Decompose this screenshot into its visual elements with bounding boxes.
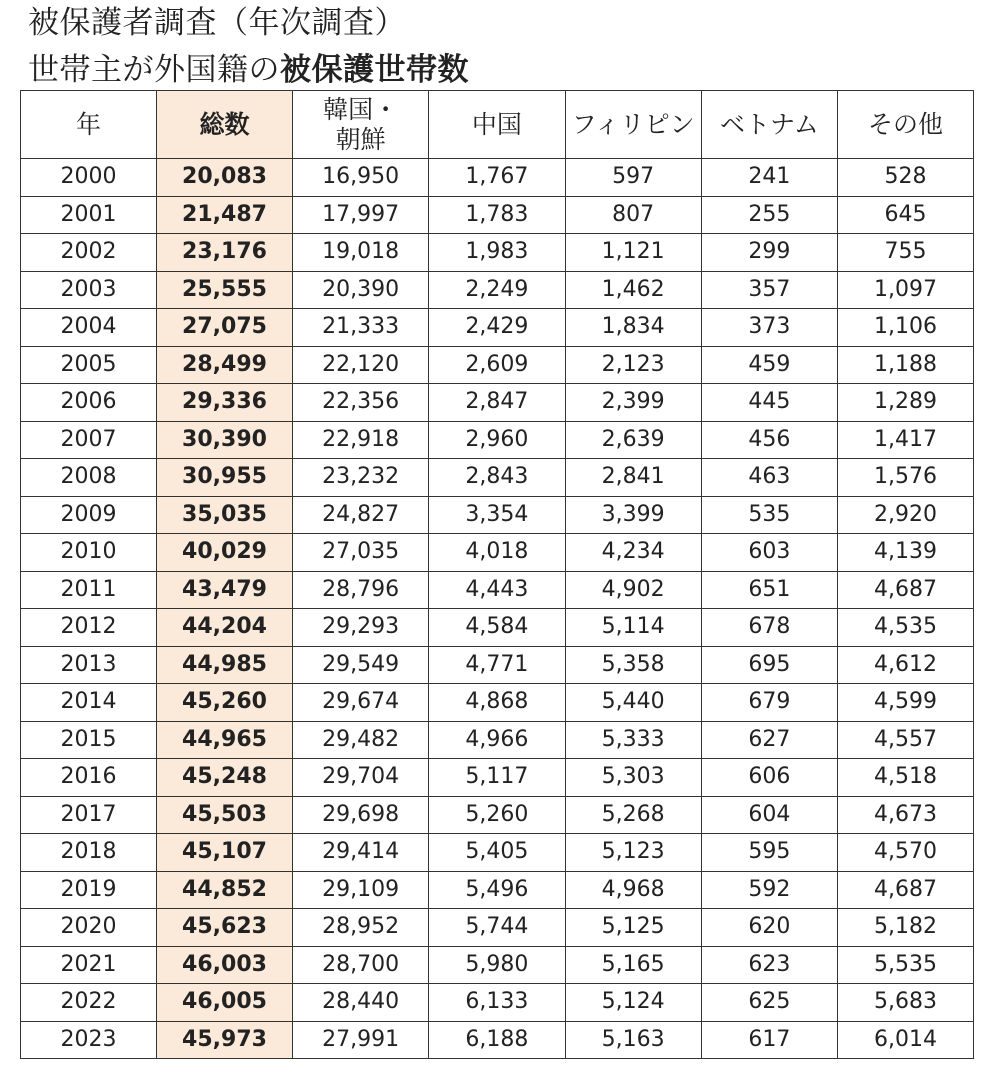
cell-philippines: 5,163: [565, 1021, 701, 1059]
title-line-2-normal: 世帯主が外国籍の: [28, 52, 280, 88]
cell-philippines: 5,358: [565, 646, 701, 684]
header-korea-line2: 朝鮮: [335, 124, 386, 154]
cell-vietnam: 625: [701, 984, 837, 1022]
table-row: [21, 196, 974, 234]
cell-korea: 22,918: [293, 421, 429, 459]
cell-philippines: 1,834: [565, 309, 701, 347]
cell-total: 44,852: [157, 871, 293, 909]
cell-other: 4,570: [838, 834, 974, 872]
cell-vietnam: 606: [701, 759, 837, 797]
cell-year: 2020: [21, 909, 157, 947]
cell-total: 45,623: [157, 909, 293, 947]
cell-total: 46,005: [157, 984, 293, 1022]
table-row: [21, 159, 974, 197]
table-row: [21, 346, 974, 384]
cell-vietnam: 623: [701, 946, 837, 984]
cell-year: 2004: [21, 309, 157, 347]
cell-other: 645: [838, 196, 974, 234]
cell-philippines: 1,121: [565, 234, 701, 272]
table-row: [21, 646, 974, 684]
cell-other: 5,683: [838, 984, 974, 1022]
cell-china: 5,744: [429, 909, 565, 947]
cell-vietnam: 617: [701, 1021, 837, 1059]
table-row: [21, 421, 974, 459]
cell-china: 2,847: [429, 384, 565, 422]
cell-other: 528: [838, 159, 974, 197]
cell-china: 6,133: [429, 984, 565, 1022]
cell-total: 46,003: [157, 946, 293, 984]
table-row: [21, 384, 974, 422]
table-row: [21, 984, 974, 1022]
cell-korea: 27,991: [293, 1021, 429, 1059]
cell-vietnam: 678: [701, 609, 837, 647]
cell-korea: 19,018: [293, 234, 429, 272]
cell-other: 6,014: [838, 1021, 974, 1059]
cell-other: 1,188: [838, 346, 974, 384]
cell-year: 2002: [21, 234, 157, 272]
cell-other: 4,687: [838, 871, 974, 909]
cell-vietnam: 459: [701, 346, 837, 384]
cell-total: 30,955: [157, 459, 293, 497]
table-row: [21, 946, 974, 984]
cell-vietnam: 603: [701, 534, 837, 572]
cell-vietnam: 373: [701, 309, 837, 347]
table-row: [21, 496, 974, 534]
cell-china: 2,609: [429, 346, 565, 384]
cell-total: 45,503: [157, 796, 293, 834]
cell-year: 2009: [21, 496, 157, 534]
cell-vietnam: 241: [701, 159, 837, 197]
cell-philippines: 5,123: [565, 834, 701, 872]
cell-china: 4,771: [429, 646, 565, 684]
cell-year: 2017: [21, 796, 157, 834]
cell-philippines: 2,399: [565, 384, 701, 422]
cell-year: 2016: [21, 759, 157, 797]
cell-china: 4,443: [429, 571, 565, 609]
title-line-1: 被保護者調査（年次調査）: [28, 5, 406, 41]
cell-other: 4,518: [838, 759, 974, 797]
header-vietnam: ベトナム: [701, 91, 837, 159]
cell-korea: 28,796: [293, 571, 429, 609]
cell-korea: 24,827: [293, 496, 429, 534]
header-korea-line1: 韓国・: [323, 94, 399, 124]
cell-other: 4,599: [838, 684, 974, 722]
cell-philippines: 4,234: [565, 534, 701, 572]
cell-vietnam: 695: [701, 646, 837, 684]
title-line-2-bold: 被保護世帯数: [280, 52, 469, 88]
cell-philippines: 5,440: [565, 684, 701, 722]
cell-total: 44,985: [157, 646, 293, 684]
table-row: [21, 1021, 974, 1059]
table-row: [21, 834, 974, 872]
cell-other: 1,289: [838, 384, 974, 422]
cell-other: 1,576: [838, 459, 974, 497]
cell-china: 2,960: [429, 421, 565, 459]
cell-china: 5,496: [429, 871, 565, 909]
cell-total: 43,479: [157, 571, 293, 609]
cell-other: 5,182: [838, 909, 974, 947]
cell-total: 45,260: [157, 684, 293, 722]
table-row: [21, 609, 974, 647]
cell-china: 6,188: [429, 1021, 565, 1059]
cell-year: 2010: [21, 534, 157, 572]
cell-korea: 21,333: [293, 309, 429, 347]
cell-year: 2018: [21, 834, 157, 872]
cell-total: 21,487: [157, 196, 293, 234]
cell-korea: 29,414: [293, 834, 429, 872]
cell-korea: 29,674: [293, 684, 429, 722]
cell-korea: 20,390: [293, 271, 429, 309]
cell-year: 2007: [21, 421, 157, 459]
cell-year: 2008: [21, 459, 157, 497]
cell-vietnam: 445: [701, 384, 837, 422]
cell-china: 4,868: [429, 684, 565, 722]
cell-vietnam: 604: [701, 796, 837, 834]
table-row: [21, 759, 974, 797]
cell-china: 1,783: [429, 196, 565, 234]
cell-total: 29,336: [157, 384, 293, 422]
cell-vietnam: 299: [701, 234, 837, 272]
cell-china: 5,117: [429, 759, 565, 797]
cell-total: 27,075: [157, 309, 293, 347]
cell-china: 1,767: [429, 159, 565, 197]
cell-china: 4,018: [429, 534, 565, 572]
header-year: 年: [21, 91, 157, 159]
cell-total: 45,973: [157, 1021, 293, 1059]
cell-other: 2,920: [838, 496, 974, 534]
table-row: [21, 909, 974, 947]
cell-vietnam: 627: [701, 721, 837, 759]
cell-china: 5,405: [429, 834, 565, 872]
cell-year: 2006: [21, 384, 157, 422]
cell-china: 2,249: [429, 271, 565, 309]
cell-year: 2001: [21, 196, 157, 234]
cell-vietnam: 651: [701, 571, 837, 609]
cell-philippines: 5,124: [565, 984, 701, 1022]
cell-philippines: 3,399: [565, 496, 701, 534]
cell-china: 4,966: [429, 721, 565, 759]
cell-year: 2014: [21, 684, 157, 722]
cell-year: 2011: [21, 571, 157, 609]
cell-philippines: 2,123: [565, 346, 701, 384]
cell-china: 5,980: [429, 946, 565, 984]
cell-korea: 28,700: [293, 946, 429, 984]
cell-china: 2,843: [429, 459, 565, 497]
table-row: [21, 459, 974, 497]
table-row: [21, 534, 974, 572]
cell-total: 45,248: [157, 759, 293, 797]
cell-year: 2013: [21, 646, 157, 684]
cell-china: 4,584: [429, 609, 565, 647]
cell-philippines: 5,125: [565, 909, 701, 947]
cell-korea: 29,293: [293, 609, 429, 647]
cell-philippines: 807: [565, 196, 701, 234]
cell-korea: 23,232: [293, 459, 429, 497]
table-row: [21, 571, 974, 609]
cell-korea: 29,698: [293, 796, 429, 834]
table-row: [21, 684, 974, 722]
cell-other: 4,687: [838, 571, 974, 609]
cell-china: 3,354: [429, 496, 565, 534]
table-row: [21, 271, 974, 309]
cell-china: 1,983: [429, 234, 565, 272]
cell-other: 1,097: [838, 271, 974, 309]
cell-korea: 16,950: [293, 159, 429, 197]
cell-year: 2015: [21, 721, 157, 759]
cell-total: 30,390: [157, 421, 293, 459]
cell-vietnam: 456: [701, 421, 837, 459]
cell-korea: 29,482: [293, 721, 429, 759]
cell-philippines: 597: [565, 159, 701, 197]
table-row: [21, 309, 974, 347]
cell-vietnam: 595: [701, 834, 837, 872]
cell-philippines: 5,165: [565, 946, 701, 984]
cell-year: 2012: [21, 609, 157, 647]
cell-total: 28,499: [157, 346, 293, 384]
header-korea: [293, 91, 429, 159]
cell-korea: 29,109: [293, 871, 429, 909]
cell-china: 5,260: [429, 796, 565, 834]
cell-total: 35,035: [157, 496, 293, 534]
cell-philippines: 5,303: [565, 759, 701, 797]
cell-korea: 22,356: [293, 384, 429, 422]
cell-korea: 27,035: [293, 534, 429, 572]
cell-total: 44,204: [157, 609, 293, 647]
table-row: [21, 796, 974, 834]
cell-other: 4,139: [838, 534, 974, 572]
cell-vietnam: 592: [701, 871, 837, 909]
cell-philippines: 2,639: [565, 421, 701, 459]
cell-vietnam: 463: [701, 459, 837, 497]
cell-total: 40,029: [157, 534, 293, 572]
header-philippines: フィリピン: [565, 91, 701, 159]
cell-china: 2,429: [429, 309, 565, 347]
cell-korea: 17,997: [293, 196, 429, 234]
cell-vietnam: 535: [701, 496, 837, 534]
cell-korea: 22,120: [293, 346, 429, 384]
cell-year: 2021: [21, 946, 157, 984]
cell-other: 1,106: [838, 309, 974, 347]
cell-vietnam: 255: [701, 196, 837, 234]
cell-vietnam: 357: [701, 271, 837, 309]
header-row: [21, 91, 974, 159]
cell-other: 4,535: [838, 609, 974, 647]
cell-other: 4,673: [838, 796, 974, 834]
cell-korea: 28,440: [293, 984, 429, 1022]
cell-year: 2003: [21, 271, 157, 309]
cell-philippines: 5,114: [565, 609, 701, 647]
cell-vietnam: 620: [701, 909, 837, 947]
cell-philippines: 5,268: [565, 796, 701, 834]
cell-year: 2000: [21, 159, 157, 197]
table-row: [21, 721, 974, 759]
cell-philippines: 4,902: [565, 571, 701, 609]
header-total: 総数: [157, 91, 293, 159]
cell-vietnam: 679: [701, 684, 837, 722]
cell-total: 25,555: [157, 271, 293, 309]
cell-philippines: 1,462: [565, 271, 701, 309]
cell-philippines: 2,841: [565, 459, 701, 497]
cell-korea: 28,952: [293, 909, 429, 947]
cell-year: 2005: [21, 346, 157, 384]
header-other: その他: [838, 91, 974, 159]
title-line-2: [28, 52, 469, 88]
households-table: [20, 90, 974, 1059]
cell-year: 2022: [21, 984, 157, 1022]
cell-total: 20,083: [157, 159, 293, 197]
cell-total: 45,107: [157, 834, 293, 872]
cell-other: 755: [838, 234, 974, 272]
table-row: [21, 234, 974, 272]
header-china: 中国: [429, 91, 565, 159]
cell-korea: 29,549: [293, 646, 429, 684]
cell-year: 2019: [21, 871, 157, 909]
cell-other: 1,417: [838, 421, 974, 459]
cell-other: 5,535: [838, 946, 974, 984]
cell-other: 4,612: [838, 646, 974, 684]
cell-philippines: 4,968: [565, 871, 701, 909]
cell-korea: 29,704: [293, 759, 429, 797]
cell-year: 2023: [21, 1021, 157, 1059]
table-row: [21, 871, 974, 909]
cell-philippines: 5,333: [565, 721, 701, 759]
cell-total: 44,965: [157, 721, 293, 759]
cell-other: 4,557: [838, 721, 974, 759]
cell-total: 23,176: [157, 234, 293, 272]
